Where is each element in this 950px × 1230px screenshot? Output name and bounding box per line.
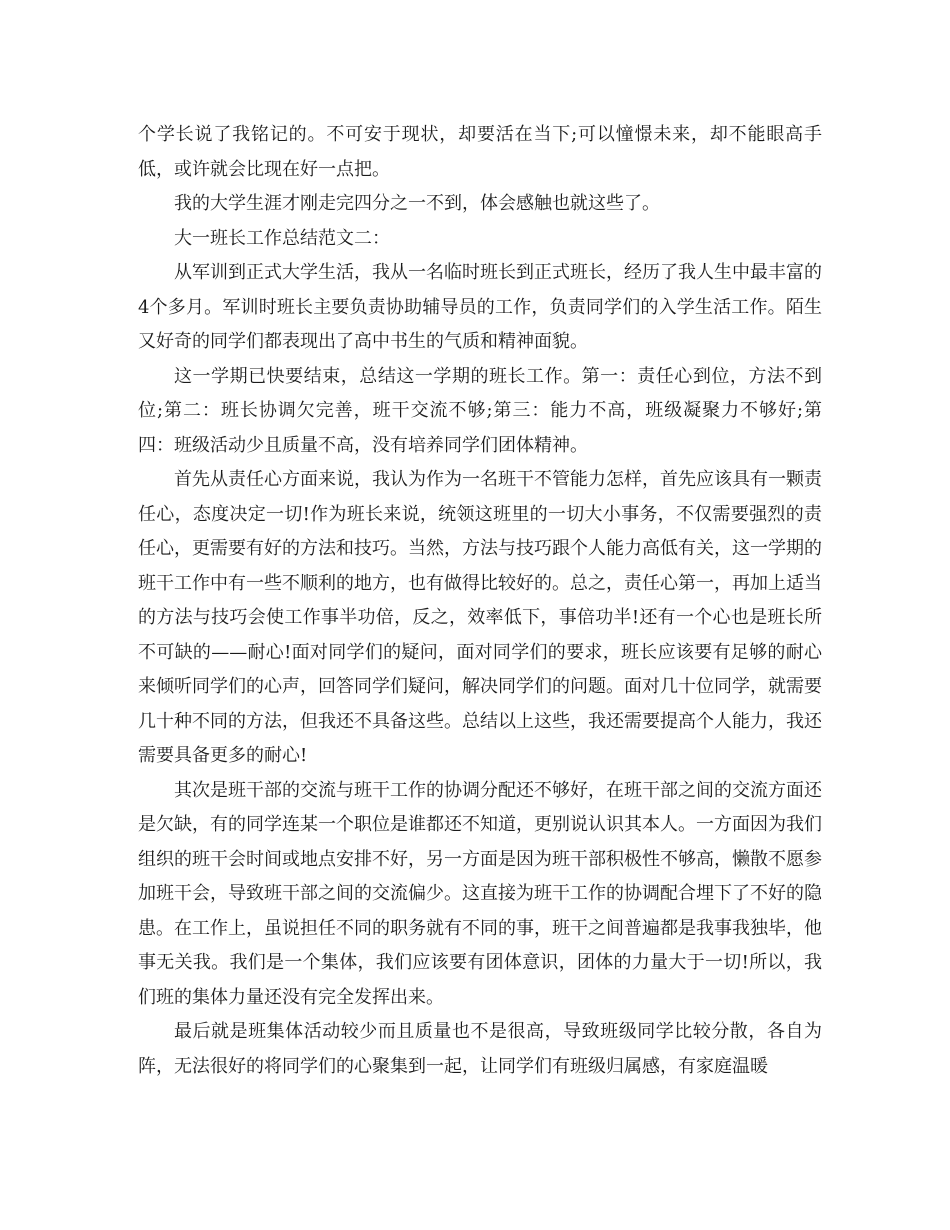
paragraph-communication: 其次是班干部的交流与班干工作的协调分配还不够好，在班干部之间的交流方面还是欠缺，有的同学连某一个职位是谁都还不知道，更别说认识其本人。一方面因为我们组织的班干会时间或地点安排不好，另一方面是因为班干部积极性不够高，懒散不愿参加班干会，导致班干部之间的交流偏少。这直接为班干工作的协调配合埋下了不好的隐患。在工作上，虽说担任不同的职务就有不同的事，班干之间普遍都是我事我独毕，他事无关我。我们是一个集体，我们应该要有团体意识，团体的力量大于一切!所以，我们班的集体力量还没有完全发挥出来。 bbox=[138, 779, 822, 1008]
paragraph-summary-points: 这一学期已快要结束，总结这一学期的班长工作。第一：责任心到位，方法不到位;第二：班长协调欠完善，班干交流不够;第三：能力不高，班级凝聚力不够好;第四：班级活动少且质量不高，没有培养同学们团体精神。 bbox=[138, 365, 822, 456]
paragraph-continued-text: 个学长说了我铭记的。不可安于现状，却要活在当下;可以憧憬未来，却不能眼高手低，或许就会比现在好一点把。 bbox=[138, 124, 822, 180]
section-heading: 大一班长工作总结范文二： bbox=[174, 227, 390, 249]
paragraph-intro: 从军训到正式大学生活，我从一名临时班长到正式班长，经历了我人生中最丰富的4个多月。军训时班长主要负责协助辅导员的工作，负责同学们的入学生活工作。陌生又好奇的同学们都表现出了高中书生的气质和精神面貌。 bbox=[138, 262, 822, 352]
document-body bbox=[138, 118, 822, 1084]
paragraph-responsibility: 首先从责任心方面来说，我认为作为一名班干不管能力怎样，首先应该具有一颗责任心，态度决定一切!作为班长来说，统领这班里的一切大小事务，不仅需要强烈的责任心，更需要有好的方法和技巧。当然，方法与技巧跟个人能力高低有关，这一学期的班干工作中有一些不顺利的地方，也有做得比较好的。总之，责任心第一，再加上适当的方法与技巧会使工作事半功倍，反之，效率低下，事倍功半!还有一个心也是班长所不可缺的——耐心!面对同学们的疑问，面对同学们的要求，班长应该要有足够的耐心来倾听同学们的心声，回答同学们疑问，解决同学们的问题。面对几十位同学，就需要几十种不同的方法，但我还不具备这些。总结以上这些，我还需要提高个人能力，我还需要具备更多的耐心! bbox=[138, 469, 822, 766]
paragraph-activities: 最后就是班集体活动较少而且质量也不是很高，导致班级同学比较分散，各自为阵，无法很好的将同学们的心聚集到一起，让同学们有班级归属感，有家庭温暖 bbox=[138, 1021, 822, 1077]
paragraph-reflection: 我的大学生涯才刚走完四分之一不到，体会感触也就这些了。 bbox=[174, 193, 660, 214]
